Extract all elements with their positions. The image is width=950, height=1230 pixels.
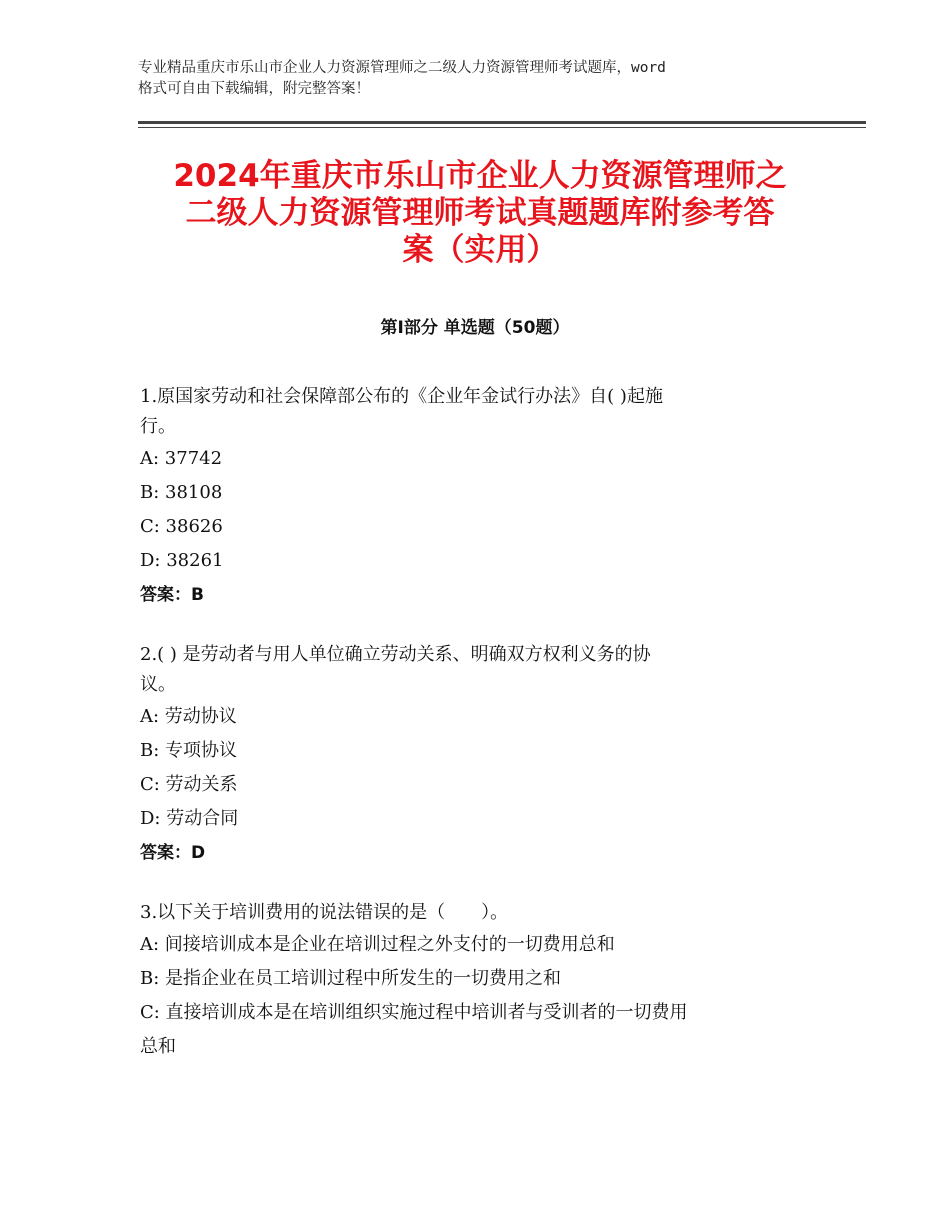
option-a: A: 间接培训成本是企业在培训过程之外支付的一切费用总和 — [140, 934, 615, 955]
question-3 — [140, 898, 820, 1064]
title-line: 二级人力资源管理师考试真题题库附参考答 — [185, 195, 775, 231]
question-stem — [140, 640, 820, 700]
stem-line: 议。 — [140, 674, 176, 695]
option-b: B: 38108 — [140, 482, 223, 503]
question-2 — [140, 640, 820, 870]
option-b: B: 专项协议 — [140, 740, 238, 761]
header-note-line: 专业精品重庆市乐山市企业人力资源管理师之二级人力资源管理师考试题库，word — [138, 60, 666, 76]
stem-line: 2.( ) 是劳动者与用人单位确立劳动关系、明确双方权利义务的协 — [140, 644, 651, 665]
option-c: C: 38626 — [140, 516, 223, 537]
option-a: A: 37742 — [140, 448, 223, 469]
section-heading: 第Ⅰ部分 单选题（50题） — [380, 318, 570, 338]
title-line: 2024年重庆市乐山市企业人力资源管理师之 — [173, 158, 787, 194]
question-stem — [140, 898, 820, 928]
option-a: A: 劳动协议 — [140, 706, 237, 727]
header-note-line: 格式可自由下载编辑，附完整答案！ — [138, 81, 370, 97]
question-list — [140, 382, 820, 1092]
option-c-continued: 总和 — [140, 1036, 176, 1057]
stem-line: 行。 — [140, 416, 176, 437]
answer-label: 答案：B — [140, 585, 204, 605]
title-line: 案（实用） — [402, 232, 558, 268]
question-stem — [140, 382, 820, 442]
option-d: D: 劳动合同 — [140, 808, 239, 829]
answer-label: 答案：D — [140, 843, 206, 863]
question-1 — [140, 382, 820, 612]
option-c: C: 劳动关系 — [140, 774, 238, 795]
option-c: C: 直接培训成本是在培训组织实施过程中培训者与受训者的一切费用 — [140, 1002, 688, 1023]
document-title — [130, 158, 830, 269]
option-d: D: 38261 — [140, 550, 224, 571]
stem-line: 1.原国家劳动和社会保障部公布的《企业年金试行办法》自( )起施 — [140, 386, 663, 407]
header-divider-thick — [138, 121, 866, 124]
header-note — [138, 58, 828, 100]
header-divider-thin — [138, 127, 866, 128]
stem-line: 3.以下关于培训费用的说法错误的是（ ）。 — [140, 902, 509, 923]
option-b: B: 是指企业在员工培训过程中所发生的一切费用之和 — [140, 968, 562, 989]
